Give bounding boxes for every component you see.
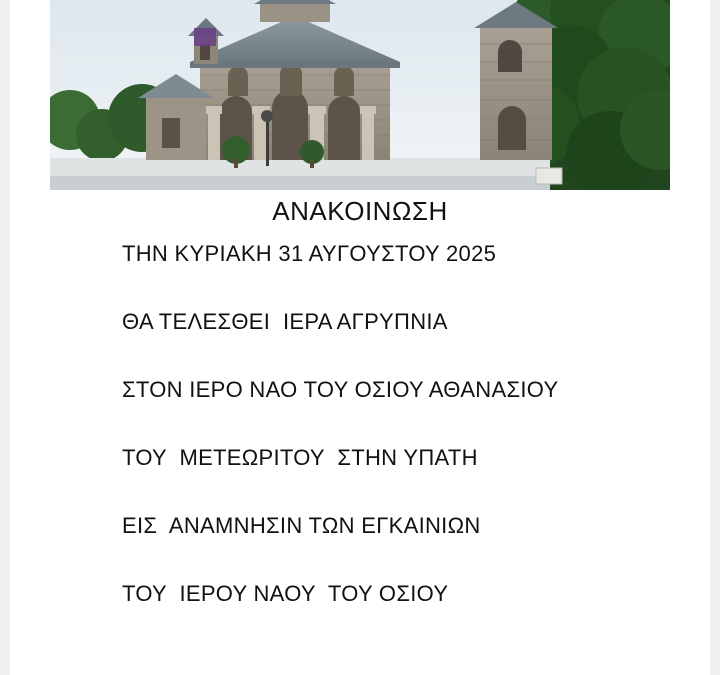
document-sheet <box>10 0 710 675</box>
announcement-body <box>10 240 710 648</box>
announcement-line: ΣΤΟΝ ΙΕΡΟ ΝΑΟ ΤΟΥ ΟΣΙΟΥ ΑΘΑΝΑΣΙΟΥ <box>122 377 559 402</box>
announcement-line: ΕΙΣ ΑΝΑΜΝΗΣΙΝ ΤΩΝ ΕΓΚΑΙΝΙΩΝ <box>122 513 481 538</box>
announcement-line: ΤΟΥ ΙΕΡΟΥ ΝΑΟΥ ΤΟΥ ΟΣΙΟΥ <box>122 581 449 606</box>
church-photo-image <box>50 0 670 190</box>
page-right-gutter <box>710 0 720 675</box>
announcement-line: ΤΟΥ ΜΕΤΕΩΡΙΤΟΥ ΣΤΗΝ ΥΠΑΤΗ <box>122 445 478 470</box>
announcement-line: ΘΑ ΤΕΛΕΣΘΕΙ ΙΕΡΑ ΑΓΡΥΠΝΙΑ <box>122 309 448 334</box>
page-left-gutter <box>0 0 10 675</box>
page-title: ΑΝΑΚΟΙΝΩΣΗ <box>272 196 448 226</box>
church-photo <box>50 0 670 190</box>
announcement-line: ΤΗΝ ΚΥΡΙΑΚΗ 31 ΑΥΓΟΥΣΤΟΥ 2025 <box>122 241 497 266</box>
